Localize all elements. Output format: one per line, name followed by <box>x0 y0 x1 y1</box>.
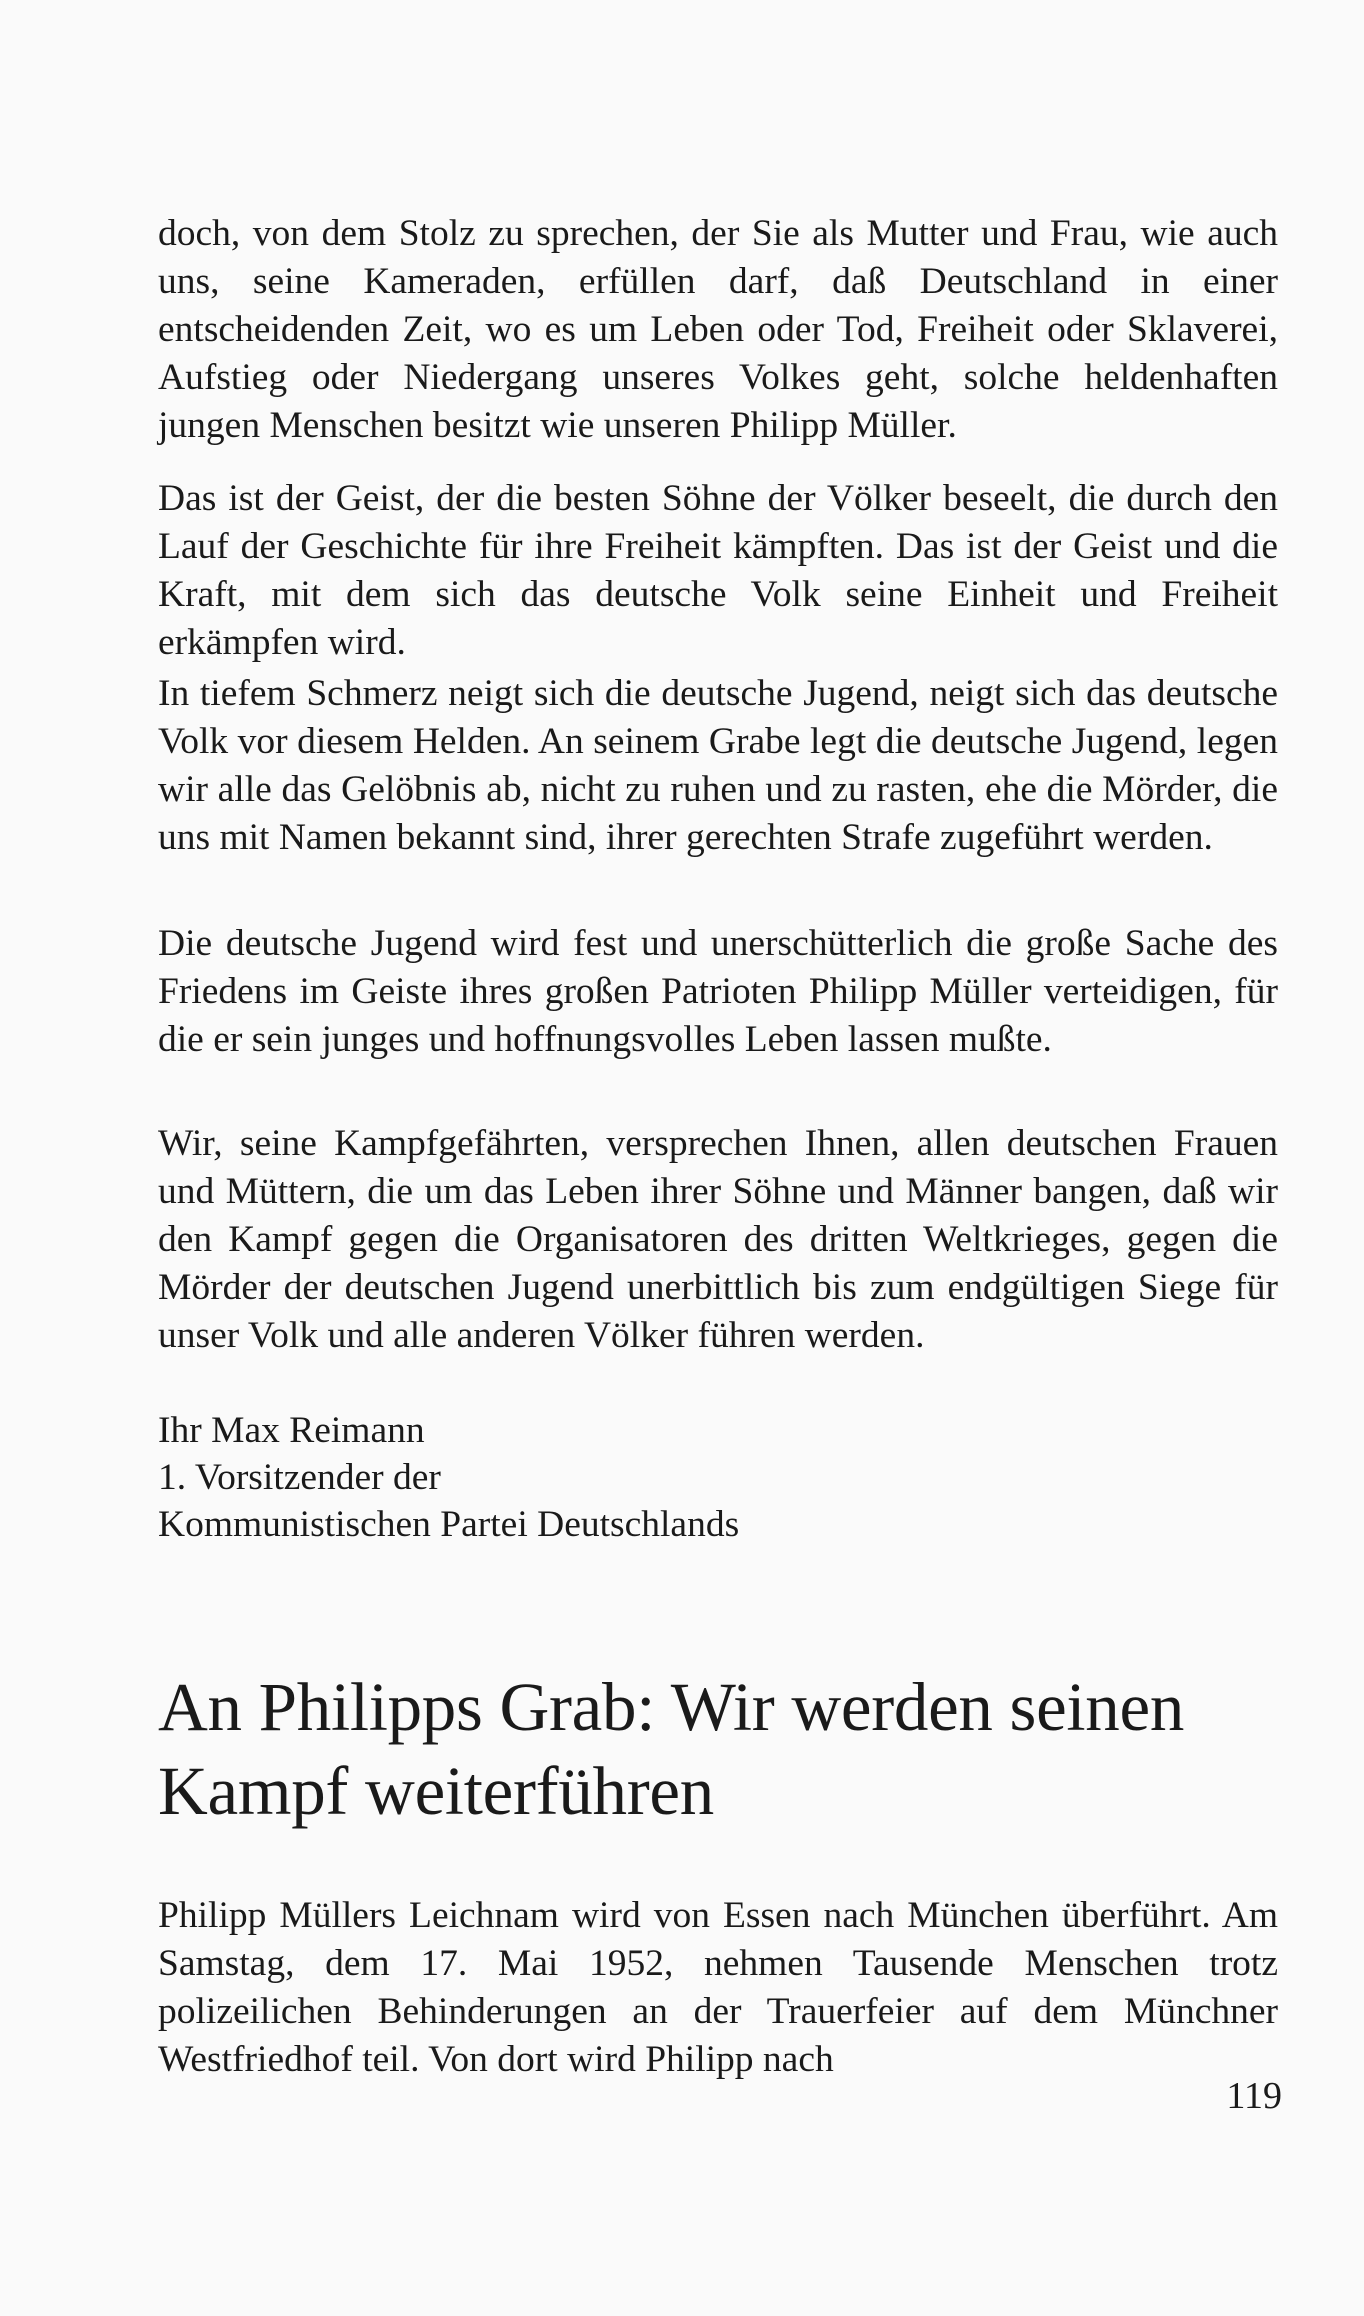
signature-party: Kommunistischen Partei Deutschlands <box>158 1504 740 1545</box>
paragraph-4: Die deutsche Jugend wird fest und unerschütterlich die große Sache des Friedens im Geiste ihres großen Patrioten Philipp Müller verteidigen, für die er sein junges und hoffnungsvolles Leben lassen mußte. <box>158 922 1278 1060</box>
paragraph-5: Wir, seine Kampfgefährten, versprechen Ihnen, allen deutschen Frauen und Müttern, die um das Leben ihrer Söhne und Männer bangen, daß wir den Kampf gegen die Organisatoren des dritten Weltkrieges, gegen die Mörder der deutschen Jugend unerbittlich bis zum endgültigen Siege für unser Volk und alle anderen Völker führen werden. <box>158 1122 1278 1356</box>
signature-name: Ihr Max Reimann <box>158 1410 425 1451</box>
page-number: 119 <box>1226 2075 1282 2117</box>
section-heading: An Philipps Grab: Wir werden seinen Kampf weiterführen <box>158 1669 1185 1829</box>
paragraph-1: doch, von dem Stolz zu sprechen, der Sie als Mutter und Frau, wie auch uns, seine Kameraden, erfüllen darf, daß Deutschland in einer entscheidenden Zeit, wo es um Leben oder Tod, Freiheit oder Sklaverei, Aufstieg oder Niedergang unseres Volkes geht, solche heldenhaften jungen Menschen besitzt wie unseren Philipp Müller. <box>158 212 1278 446</box>
signature-title: 1. Vorsitzender der <box>158 1457 441 1498</box>
paragraph-3: In tiefem Schmerz neigt sich die deutsche Jugend, neigt sich das deutsche Volk vor diesem Helden. An seinem Grabe legt die deutsche Jugend, legen wir alle das Gelöbnis ab, nicht zu ruhen und zu rasten, ehe die Mörder, die uns mit Namen bekannt sind, ihrer gerechten Strafe zugeführt werden. <box>158 672 1278 858</box>
paragraph-2: Das ist der Geist, der die besten Söhne der Völker beseelt, die durch den Lauf der Geschichte für ihre Freiheit kämpften. Das ist der Geist und die Kraft, mit dem sich das deutsche Volk seine Einheit und Freiheit erkämpfen wird. <box>158 477 1278 663</box>
intro-paragraph: Philipp Müllers Leichnam wird von Essen nach München überführt. Am Samstag, dem 17. Mai 1952, nehmen Tausende Menschen trotz polizeilichen Behinderungen an der Trauerfeier auf dem Münchner Westfriedhof teil. Von dort wird Philipp nach <box>158 1894 1278 2080</box>
